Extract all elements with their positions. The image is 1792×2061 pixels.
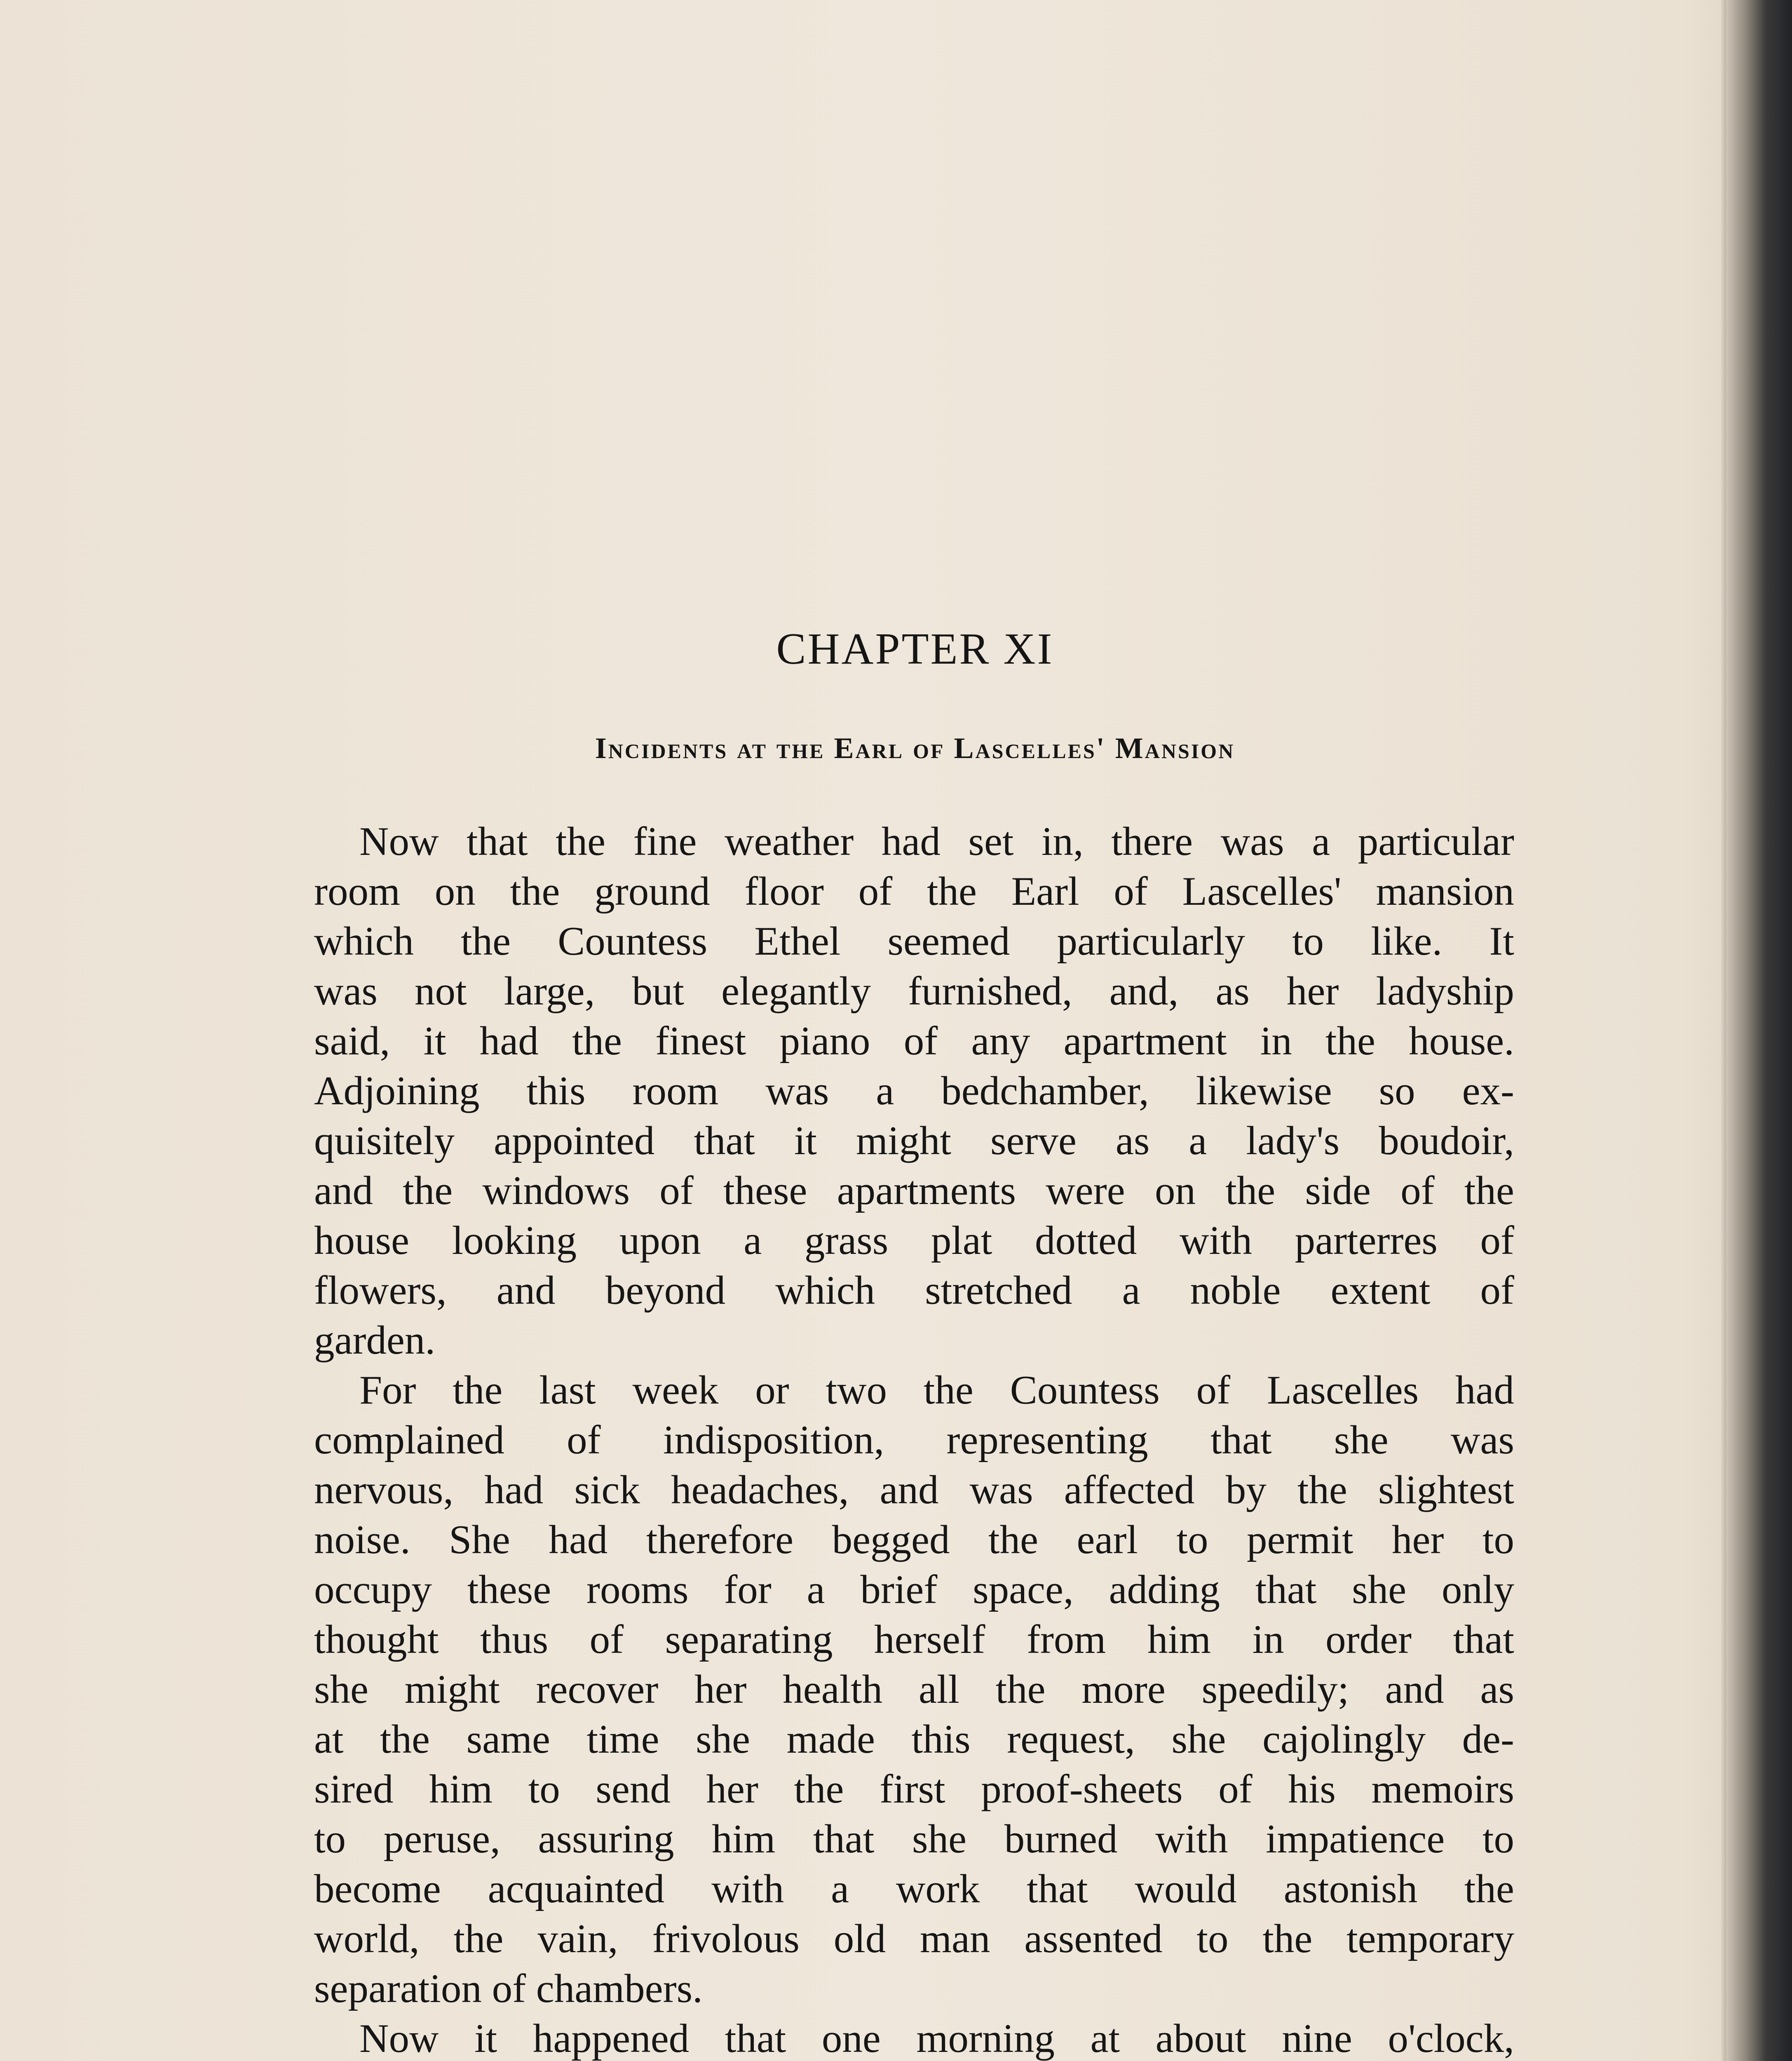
text-line: Now it happened that one morning at about nine o'clock, — [359, 2016, 1514, 2061]
text-line: to peruse, assuring him that she burned with impatience to — [314, 1817, 1514, 1861]
text-line: garden. — [314, 1318, 436, 1363]
text-line: flowers, and beyond which stretched a noble extent of — [314, 1268, 1514, 1313]
text-line: at the same time she made this request, she cajolingly de- — [314, 1717, 1514, 1762]
text-line: which the Countess Ethel seemed particularly to like. It — [314, 919, 1514, 964]
text-line: thought thus of separating herself from him in order that — [314, 1617, 1514, 1662]
text-line: sired him to send her the first proof-sheets of his memoirs — [314, 1767, 1514, 1812]
text-line: noise. She had therefore begged the earl to permit her to — [314, 1517, 1514, 1562]
text-line: she might recover her health all the more speedily; and as — [314, 1667, 1514, 1712]
text-line: and the windows of these apartments were on the side of the — [314, 1168, 1514, 1213]
text-line: said, it had the finest piano of any apartment in the house. — [314, 1019, 1514, 1063]
text-line: nervous, had sick headaches, and was affected by the slightest — [314, 1467, 1514, 1512]
text-line: become acquainted with a work that would astonish the — [314, 1866, 1514, 1911]
text-line: complained of indisposition, representing that she was — [314, 1418, 1514, 1462]
book-spine — [1726, 0, 1792, 2061]
chapter-title: CHAPTER XI — [776, 624, 1054, 674]
text-line: occupy these rooms for a brief space, adding that she only — [314, 1567, 1514, 1612]
body-text — [314, 817, 1514, 2061]
text-line: Adjoining this room was a bedchamber, likewise so ex- — [314, 1068, 1514, 1113]
chapter-subtitle: Incidents at the Earl of Lascelles' Mansion — [595, 732, 1235, 765]
text-line: house looking upon a grass plat dotted with parterres of — [314, 1218, 1514, 1263]
text-line: Now that the fine weather had set in, there was a particular — [359, 819, 1514, 864]
text-line: For the last week or two the Countess of Lascelles had — [359, 1368, 1514, 1413]
text-line: separation of chambers. — [314, 1966, 703, 2011]
text-line: quisitely appointed that it might serve as a lady's boudoir, — [314, 1118, 1514, 1163]
page-edge-shadow — [1720, 0, 1726, 2061]
text-line: world, the vain, frivolous old man assented to the temporary — [314, 1916, 1514, 1961]
bleed-through-heading — [313, 136, 1517, 185]
text-line: was not large, but elegantly furnished, and, as her ladyship — [314, 969, 1514, 1014]
text-line: room on the ground floor of the Earl of Lascelles' mansion — [314, 869, 1514, 914]
